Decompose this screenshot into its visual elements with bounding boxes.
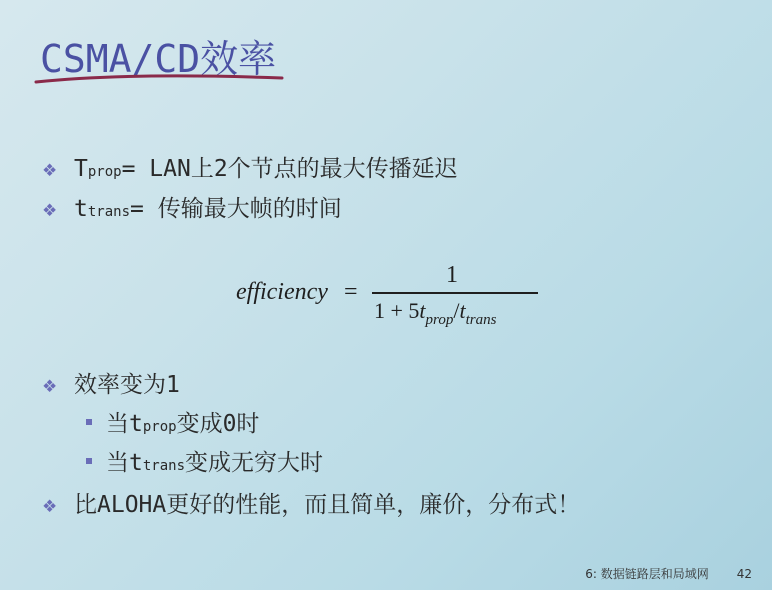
bullet3-text: 效率变为1 xyxy=(74,372,180,398)
denominator-prefix: 1 + 5 xyxy=(374,298,420,323)
fraction-bar xyxy=(372,292,538,294)
sub2-sym: t xyxy=(129,450,143,476)
denominator-t2: t xyxy=(459,298,466,323)
ttrans-definition: = 传输最大帧的时间 xyxy=(130,196,342,222)
sub1-sym: t xyxy=(129,411,143,437)
efficiency-formula xyxy=(236,262,556,338)
slide-footer xyxy=(585,565,752,582)
formula-equals: = xyxy=(344,279,358,305)
diamond-bullet-icon: ❖ xyxy=(42,161,58,181)
bullet-ttrans: ❖ t trans = 传输最大帧的时间 xyxy=(42,190,342,223)
denominator-t1: t xyxy=(419,298,426,323)
sub2-pre: 当 xyxy=(106,450,129,476)
formula-numerator: 1 xyxy=(446,262,458,288)
formula-lhs: efficiency xyxy=(236,279,328,305)
sub-item-tprop: 当 t prop 变成0时 xyxy=(86,405,259,438)
formula-denominator xyxy=(374,298,496,329)
ttrans-symbol: t xyxy=(74,196,88,222)
tprop-symbol: T xyxy=(74,156,88,182)
title-underline xyxy=(34,70,284,90)
bullet-tprop: ❖ T prop = LAN上2个节点的最大传播延迟 xyxy=(42,150,458,183)
page-number: 42 xyxy=(736,567,752,581)
denominator-t1-sub: prop xyxy=(425,312,454,328)
bullet-aloha-compare xyxy=(42,486,580,519)
tprop-definition: = LAN上2个节点的最大传播延迟 xyxy=(121,156,458,182)
sub2-post: 变成无穷大时 xyxy=(185,450,324,476)
sub1-pre: 当 xyxy=(106,411,129,437)
slide-title: CSMA/CD效率 xyxy=(40,37,277,81)
denominator-t2-sub: trans xyxy=(465,312,497,328)
diamond-bullet-icon: ❖ xyxy=(42,497,58,517)
diamond-bullet-icon: ❖ xyxy=(42,377,58,397)
square-bullet-icon xyxy=(86,419,92,425)
diamond-bullet-icon: ❖ xyxy=(42,201,58,221)
denominator-slash: / xyxy=(453,298,460,323)
sub1-post: 变成0时 xyxy=(176,411,260,437)
sub-item-ttrans: 当 t trans 变成无穷大时 xyxy=(86,444,323,477)
footer-chapter: 6: 数据链路层和局域网 xyxy=(585,567,709,581)
bullet-efficiency-one xyxy=(42,366,180,399)
square-bullet-icon xyxy=(86,458,92,464)
bullet4-text: 比ALOHA更好的性能，而且简单，廉价，分布式！ xyxy=(74,492,581,518)
